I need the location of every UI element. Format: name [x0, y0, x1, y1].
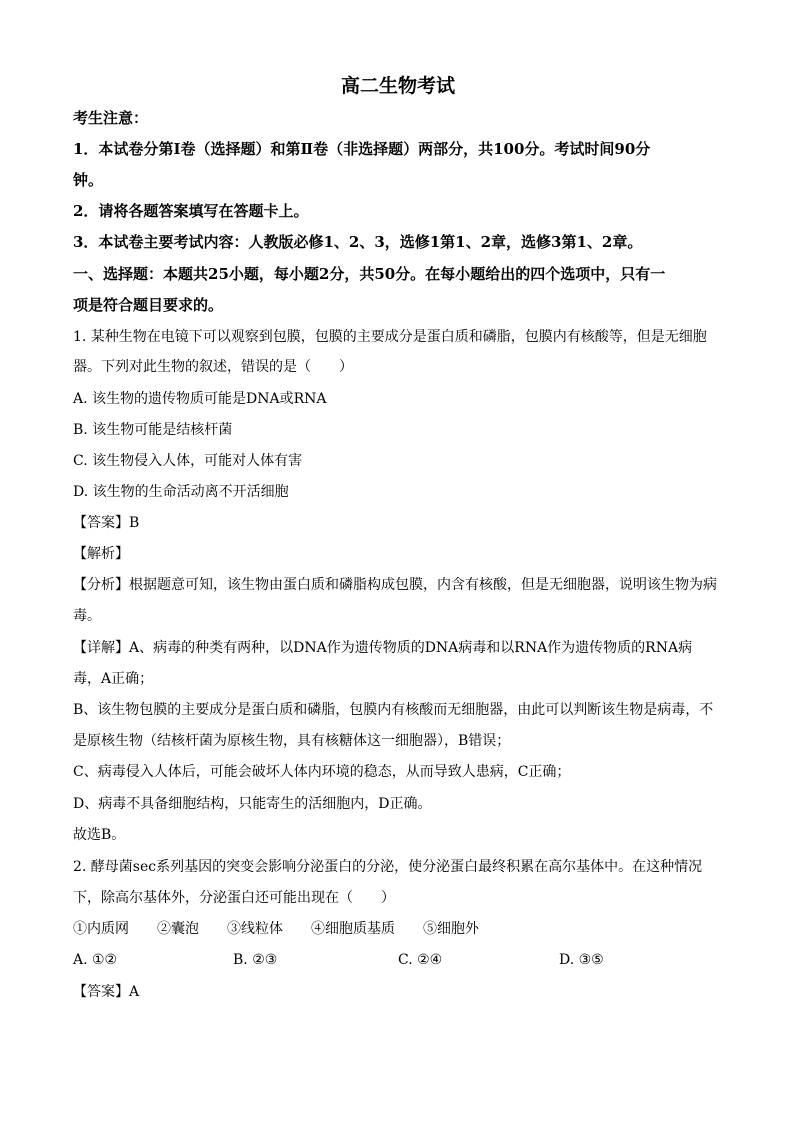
q1-explain-b: B、该生物包膜的主要成分是蛋白质和磷脂，包膜内有核酸而无细胞器，由此可以判断该生物是病毒，不: [73, 702, 714, 718]
q1-conclusion: 故选B。: [73, 827, 126, 843]
q2-items: ①内质网 ②囊泡 ③线粒体 ④细胞质基质 ⑤细胞外: [73, 921, 479, 937]
q1-explain-b-cont: 是原核生物（结核杆菌为原核生物，具有核糖体这一细胞器），B错误；: [73, 733, 511, 749]
section-heading-cont: 项是符合题目要求的。: [73, 296, 224, 314]
q2-stem: 2. 酵母菌sec系列基因的突变会影响分泌蛋白的分泌，使分泌蛋白最终积累在高尔基体中。在这种情况: [73, 859, 703, 875]
notice-item-1: 1．本试卷分第Ⅰ卷（选择题）和第Ⅱ卷（非选择题）两部分，共100分。考试时间90分: [73, 140, 651, 158]
notice-item-1-cont: 钟。: [73, 171, 104, 189]
q2-option-b: B. ②③: [233, 952, 278, 968]
q1-analysis-label: 【解析】: [73, 546, 129, 562]
q2-option-d: D. ③⑤: [559, 952, 604, 968]
q1-answer: 【答案】B: [73, 515, 140, 531]
q1-xiangjie: 【详解】A、病毒的种类有两种，以DNA作为遗传物质的DNA病毒和以RNA作为遗传物质的RNA病: [73, 640, 693, 656]
notice-item-3: 3．本试卷主要考试内容：人教版必修1、2、3，选修1第1、2章，选修3第1、2章。: [73, 233, 643, 251]
q1-explain-c: C、病毒侵入人体后，可能会破坏人体内环境的稳态，从而导致人患病，C正确；: [73, 764, 571, 780]
q1-fenxi-cont: 毒。: [73, 608, 101, 624]
q1-option-c: C. 该生物侵入人体，可能对人体有害: [73, 453, 303, 469]
q2-option-c: C. ②④: [398, 952, 443, 968]
notice-item-2: 2．请将各题答案填写在答题卡上。: [73, 202, 309, 220]
section-heading: 一、选择题：本题共25小题，每小题2分，共50分。在每小题给出的四个选项中，只有一: [73, 265, 666, 283]
q1-xiangjie-cont: 毒，A正确；: [73, 671, 154, 687]
q1-option-a: A. 该生物的遗传物质可能是DNA或RNA: [73, 391, 327, 407]
q1-stem-cont: 器。下列对此生物的叙述，错误的是（ ）: [73, 359, 353, 375]
q1-stem: 1. 某种生物在电镜下可以观察到包膜，包膜的主要成分是蛋白质和磷脂，包膜内有核酸等，但是无细胞: [73, 329, 707, 345]
q1-option-b: B. 该生物可能是结核杆菌: [73, 422, 233, 438]
q1-option-d: D. 该生物的生命活动离不开活细胞: [73, 484, 289, 500]
q2-answer: 【答案】A: [73, 984, 140, 1000]
q2-stem-cont: 下，除高尔基体外，分泌蛋白还可能出现在（ ）: [73, 890, 395, 906]
page-title: 高二生物考试: [340, 75, 455, 97]
q2-option-a: A. ①②: [73, 952, 118, 968]
q1-explain-d: D、病毒不具备细胞结构，只能寄生的活细胞内，D正确。: [73, 796, 432, 812]
notice-heading: 考生注意：: [73, 109, 149, 127]
q1-fenxi: 【分析】根据题意可知，该生物由蛋白质和磷脂构成包膜，内含有核酸，但是无细胞器，说明该生物为病: [73, 577, 717, 593]
